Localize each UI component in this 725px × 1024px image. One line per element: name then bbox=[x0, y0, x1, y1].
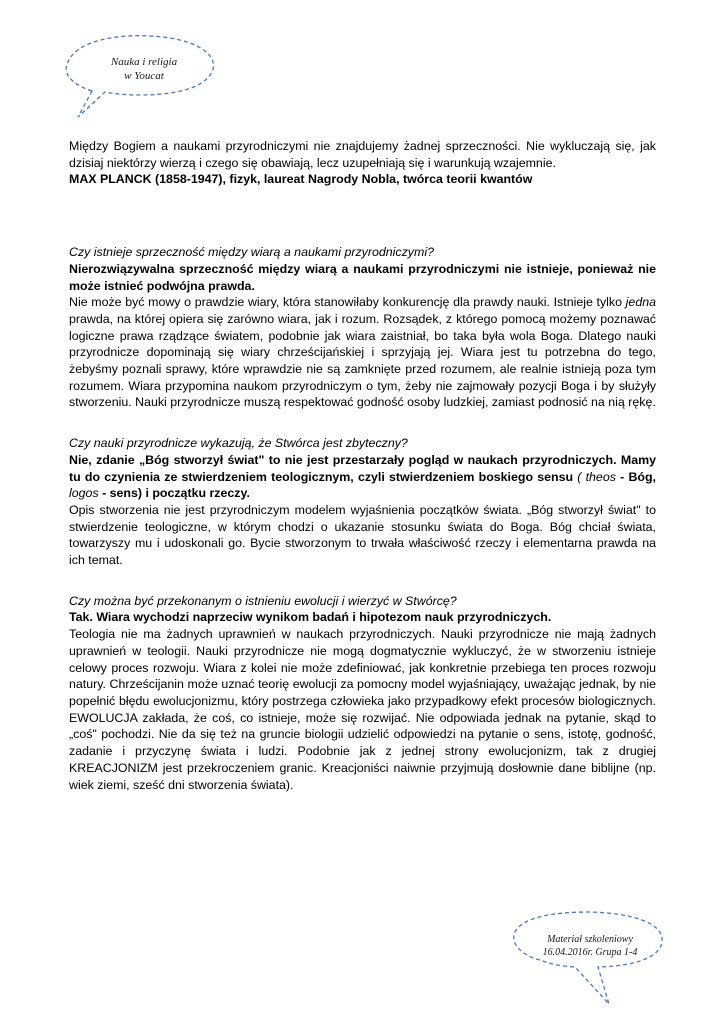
body-1 bbox=[69, 294, 656, 411]
body-1-part-2: prawda, na której opiera się zarówno wiara, jak i rozum. Rozsądek, z którego pomocą możemy poznawać logiczne prawa rządzące światem, podobnie jak wiara zaistniał, bo taka była wola Boga. Dlatego nauki przyrodnicze dopominają się wiary chrześcijańskiej i sprzyjają jej. Wiara jest tu potrzebna do tego, żebyśmy poznali sprawy, które wprawdzie nie są zamknięte przed rozumem, ale realnie istnieją poza tym rozumem. Wiara przypomina naukom przyrodniczym o tym, żeby nie zajmowały pozycji Boga i by służyły stworzeniu. Nauki przyrodnicze muszą respektować godność osoby ludzkiej, zamiast podnosić na nią rękę. bbox=[69, 311, 656, 410]
document-body bbox=[69, 138, 656, 793]
title-line-2: w Youcat bbox=[124, 70, 164, 82]
footer-line-1: Materiał szkoleniowy bbox=[547, 934, 633, 945]
answer-2-dash: - bbox=[615, 469, 629, 484]
answer-2-theos: ( theos bbox=[577, 469, 616, 484]
answer-1: Nierozwiązywalna sprzeczność między wiarą a naukami przyrodniczymi nie istnieje, ponieważ nie może istnieć podwójna prawda. bbox=[69, 261, 656, 293]
footer-bubble bbox=[525, 933, 655, 959]
quote-text: Między Bogiem a naukami przyrodniczymi nie znajdujemy żadnej sprzeczności. Nie wykluczają się, jak dzisiaj niektórzy wierzą i czego się obawiają, lecz uzupełniają się i warunkują wzajemnie. bbox=[69, 139, 656, 170]
footer-line-2: 16.04.2016r. Grupa 1-4 bbox=[542, 947, 638, 958]
title-line-1: Nauka i religia bbox=[110, 56, 178, 68]
quote-author: MAX PLANCK (1858-1947), fizyk, laureat Nagrody Nobla, twórca teorii kwantów bbox=[69, 172, 533, 187]
answer-2-part-2: - sens) i początku rzeczy. bbox=[98, 486, 250, 501]
answer-2 bbox=[69, 452, 656, 502]
body-1-part-1: Nie może być mowy o prawdzie wiary, która stanowiłaby konkurencję dla prawdy nauki. Istnieje tylko bbox=[69, 295, 623, 310]
answer-2-logos: logos bbox=[69, 486, 99, 501]
body-1-italic: jedna bbox=[625, 295, 656, 310]
body-3: Teologia nie ma żadnych uprawnień w naukach przyrodniczych. Nauki przyrodnicze nie mają żadnych uprawnień w teologii. Nauki przyrodnicze nie mogą dogmatycznie wykluczyć, że w stworzeniu istnieje celowy proces rozwoju. Wiara z kolei nie może zdefiniować, jak konkretnie przebiega ten proces rozwoju natury. Chrześcijanin może uznać teorię ewolucji za pomocny model wyjaśniający, uważając jednak, by nie popełnić błędu ewolucjonizmu, który postrzega człowieka jako przypadkowy efekt procesów biologicznych. EWOLUCJA zakłada, że coś, co istnieje, może się rozwijać. Nie odpowiada jednak na pytanie, skąd to „coś" pochodzi. Nie da się też na gruncie biologii udzielić odpowiedzi na pytanie o sens, istotę, godność, zadanie i przyczynę świata i ludzi. Podobnie jak z jednej strony ewolucjonizm, tak z drugiej KREACJONIZM jest przekroczeniem granic. Kreacjoniści naiwnie przyjmują dosłownie dane biblijne (np. wiek ziemi, sześć dni stworzenia świata). bbox=[69, 627, 656, 792]
question-2: Czy nauki przyrodnicze wykazują, że Stwórca jest zbyteczny? bbox=[69, 436, 408, 451]
body-2: Opis stworzenia nie jest przyrodniczym modelem wyjaśnienia początków świata. „Bóg stworzył świat" to stwierdzenie teologiczne, w którym chodzi o ukazanie stosunku świata do Boga. Bóg chciał świata, towarzyszy mu i udoskonali go. Bycie stworzonym to trwała właściwość rzeczy i elementarna prawda na ich temat. bbox=[69, 502, 656, 568]
question-1: Czy istnieje sprzeczność między wiarą a naukami przyrodniczymi? bbox=[69, 245, 434, 260]
answer-2-part-1: Nie, zdanie „Bóg stworzył świat" to nie jest przestarzały pogląd w naukach przyrodniczych. Mamy tu do czynienia ze stwierdzeniem teologicznym, czyli stwierdzeniem boskiego sensu bbox=[69, 452, 656, 484]
answer-2-bog: Bóg, bbox=[628, 469, 656, 484]
question-3: Czy można być przekonanym o istnieniu ewolucji i wierzyć w Stwórcę? bbox=[69, 593, 457, 608]
answer-3: Tak. Wiara wychodzi naprzeciw wynikom badań i hipotezom nauk przyrodniczych. bbox=[69, 610, 552, 625]
